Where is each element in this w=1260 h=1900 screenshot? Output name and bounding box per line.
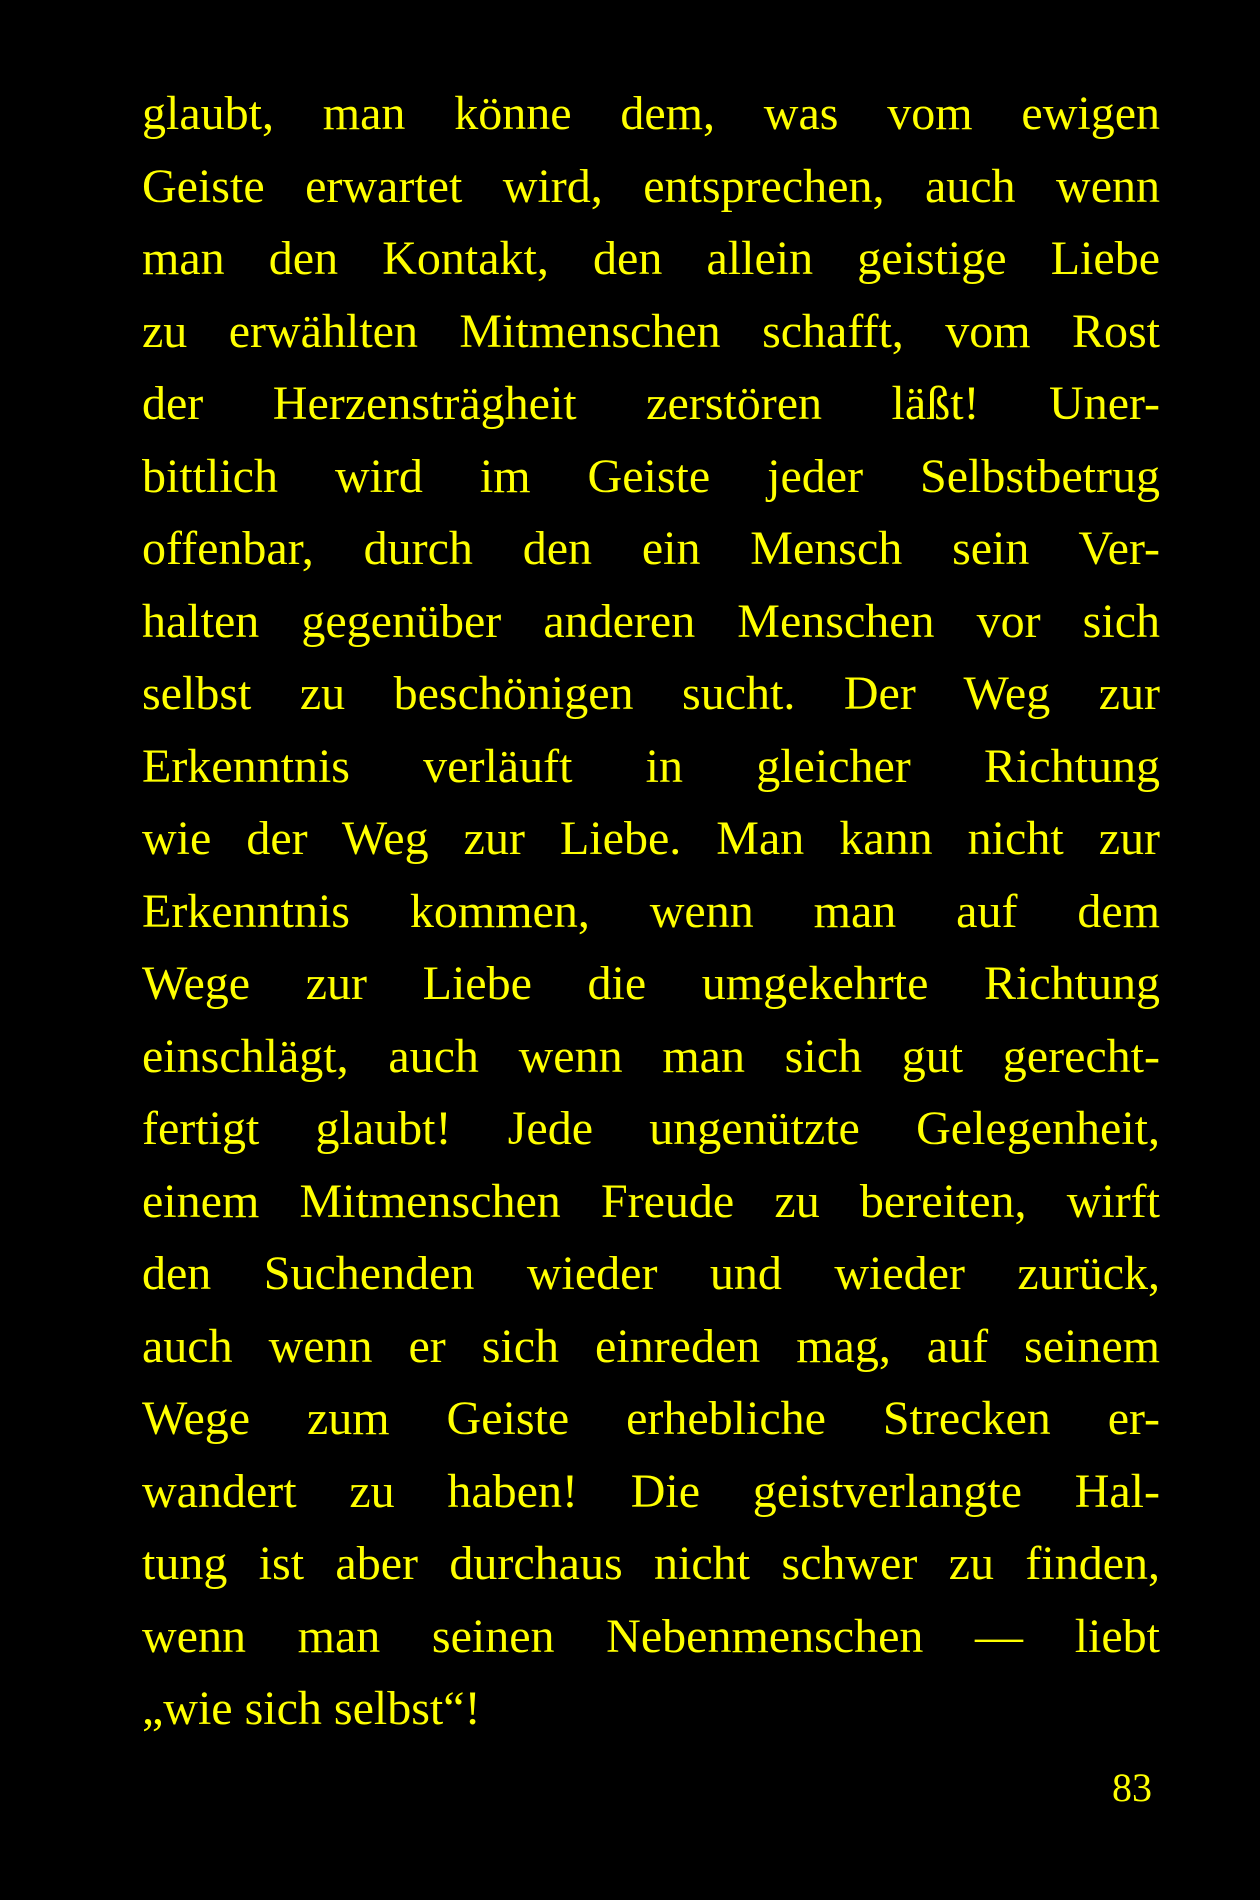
- text-line: halten gegenüber anderen Menschen vor sich: [142, 594, 1160, 648]
- text-line: tung ist aber durchaus nicht schwer zu finden,: [142, 1537, 1160, 1590]
- text-line: selbst zu beschönigen sucht. Der Weg zur: [142, 667, 1160, 720]
- text-line: den Suchenden wieder und wieder zurück,: [142, 1247, 1160, 1300]
- text-line: wenn man seinen Nebenmenschen — liebt: [142, 1609, 1160, 1663]
- text-line: man den Kontakt, den allein geistige Liebe: [142, 232, 1160, 285]
- text-line: der Herzensträgheit zerstören läßt! Uner-: [142, 377, 1160, 430]
- text-line: offenbar, durch den ein Mensch sein Ver-: [142, 522, 1160, 575]
- text-line: Wege zur Liebe die umgekehrte Richtung: [142, 957, 1160, 1010]
- text-line: einem Mitmenschen Freude zu bereiten, wirft: [142, 1174, 1160, 1228]
- text-line: Erkenntnis verläuft in gleicher Richtung: [142, 739, 1160, 793]
- text-line: einschlägt, auch wenn man sich gut gerecht-: [142, 1029, 1160, 1083]
- text-line-last: „wie sich selbst“!: [142, 1682, 481, 1735]
- text-line: wie der Weg zur Liebe. Man kann nicht zur: [142, 812, 1160, 865]
- body-text: [142, 78, 1160, 1746]
- text-line: fertigt glaubt! Jede ungenützte Gelegenheit,: [142, 1102, 1160, 1155]
- text-line: glaubt, man könne dem, was vom ewigen: [142, 87, 1160, 140]
- page-number: 83: [1112, 1765, 1152, 1810]
- text-line: Erkenntnis kommen, wenn man auf dem: [142, 884, 1160, 938]
- text-line: Geiste erwartet wird, entsprechen, auch wenn: [142, 159, 1160, 213]
- text-line: bittlich wird im Geiste jeder Selbstbetrug: [142, 449, 1160, 503]
- text-line: wandert zu haben! Die geistverlangte Hal-: [142, 1464, 1160, 1518]
- text-line: auch wenn er sich einreden mag, auf seinem: [142, 1319, 1160, 1373]
- text-line: Wege zum Geiste erhebliche Strecken er-: [142, 1392, 1160, 1445]
- text-line: zu erwählten Mitmenschen schafft, vom Rost: [142, 304, 1160, 358]
